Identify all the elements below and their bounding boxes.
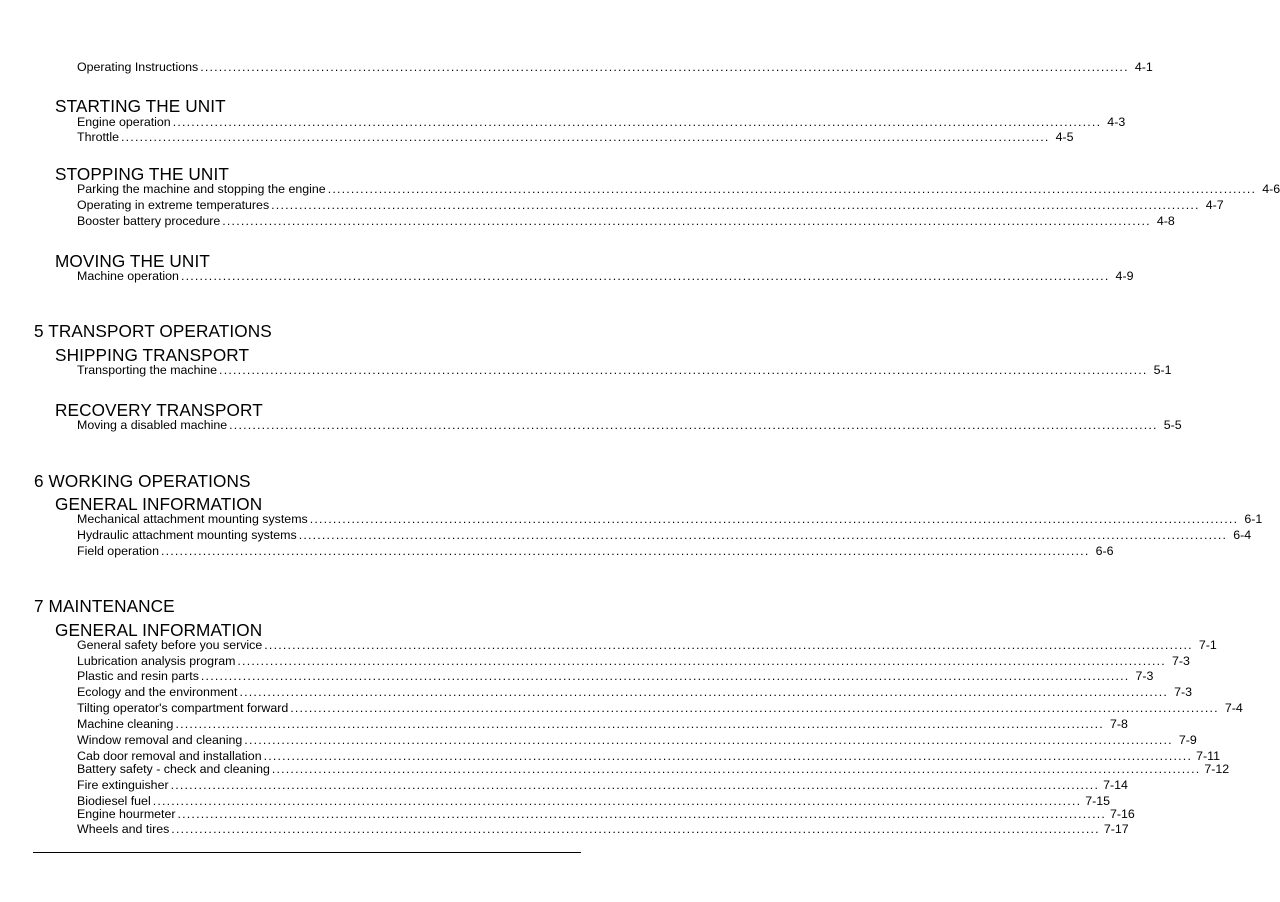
toc-entry-title: Parking the machine and stopping the engine: [77, 182, 326, 196]
leader-dots: ........................................................................................................................................................................................................: [309, 512, 1239, 526]
toc-entry-title: Moving a disabled machine: [77, 418, 228, 432]
leader-dots: ........................................................................................................................................................................................................: [229, 418, 1158, 432]
chapter-heading: 6 WORKING OPERATIONS: [34, 471, 251, 491]
toc-entry[interactable]: [77, 794, 1111, 808]
toc-entry-title: Plastic and resin parts: [77, 669, 199, 683]
leader-dots: ........................................................................................................................................................................................................: [244, 733, 1173, 747]
toc-entry[interactable]: [77, 638, 1217, 652]
leader-dots: ........................................................................................................................................................................................................: [180, 269, 1110, 283]
leader-dots: ........................................................................................................................................................................................................: [327, 182, 1257, 196]
toc-entry-title: Engine hourmeter: [77, 807, 176, 821]
toc-entry-title: Machine operation: [77, 269, 179, 283]
toc-entry[interactable]: [77, 269, 1134, 283]
leader-dots: ........................................................................................................................................................................................................: [160, 544, 1090, 558]
toc-entry-title: Hydraulic attachment mounting systems: [77, 528, 297, 542]
leader-dots: ........................................................................................................................................................................................................: [263, 749, 1193, 763]
chapter-heading: 5 TRANSPORT OPERATIONS: [34, 321, 272, 341]
leader-dots: ........................................................................................................................................................................................................: [152, 794, 1082, 808]
footer-rule: [33, 852, 581, 853]
toc-entry-title: Transporting the machine: [77, 363, 218, 377]
leader-dots: ........................................................................................................................................................................................................: [177, 807, 1107, 821]
toc-entry-page: 4-5: [1055, 130, 1074, 144]
leader-dots: ........................................................................................................................................................................................................: [271, 762, 1201, 776]
toc-entry-page: 4-3: [1107, 115, 1126, 129]
toc-entry-page: 7-4: [1224, 701, 1243, 715]
toc-entry-title: Window removal and cleaning: [77, 733, 243, 747]
toc-entry[interactable]: [77, 685, 1193, 699]
section-heading: RECOVERY TRANSPORT: [55, 400, 263, 420]
leader-dots: ........................................................................................................................................................................................................: [200, 669, 1130, 683]
toc-entry-page: 6-6: [1095, 544, 1114, 558]
toc-entry-title: Engine operation: [77, 115, 171, 129]
toc-entry-page: 4-1: [1134, 60, 1153, 74]
section-heading: STARTING THE UNIT: [55, 96, 226, 116]
toc-entry-title: General safety before you service: [77, 638, 263, 652]
toc-entry[interactable]: [77, 733, 1197, 747]
section-heading: GENERAL INFORMATION: [55, 494, 263, 514]
leader-dots: ........................................................................................................................................................................................................: [239, 685, 1169, 699]
toc-entry-page: 7-8: [1110, 717, 1128, 731]
section-heading: MOVING THE UNIT: [55, 251, 210, 271]
toc-entry[interactable]: [77, 115, 1126, 129]
toc-entry-page: 5-1: [1153, 363, 1172, 377]
toc-entry-page: 4-8: [1156, 214, 1175, 228]
toc-entry-title: Operating in extreme temperatures: [77, 198, 270, 212]
toc-entry[interactable]: [77, 60, 1153, 74]
toc-entry[interactable]: [77, 762, 1230, 776]
toc-entry-title: Lubrication analysis program: [77, 654, 236, 668]
toc-entry-title: Fire extinguisher: [77, 778, 169, 792]
toc-entry-title: Cab door removal and installation: [77, 749, 262, 763]
toc-entry-title: Biodiesel fuel: [77, 794, 151, 808]
toc-entry-title: Field operation: [77, 544, 159, 558]
toc-entry[interactable]: [77, 701, 1243, 715]
toc-entry-page: 6-1: [1244, 512, 1263, 526]
toc-entry-page: 7-12: [1204, 762, 1230, 776]
toc-entry[interactable]: [77, 363, 1172, 377]
toc-entry[interactable]: [77, 778, 1128, 792]
toc-entry-title: Wheels and tires: [77, 822, 170, 836]
leader-dots: ........................................................................................................................................................................................................: [171, 822, 1100, 836]
toc-entry-page: 4-6: [1262, 182, 1280, 196]
section-heading: GENERAL INFORMATION: [55, 620, 263, 640]
toc-entry-title: Battery safety - check and cleaning: [77, 762, 270, 776]
toc-entry-page: 7-11: [1196, 749, 1220, 763]
toc-entry[interactable]: [77, 198, 1224, 212]
toc-entry[interactable]: [77, 749, 1220, 763]
toc-entry-page: 7-17: [1103, 822, 1129, 836]
toc-entry-title: Machine cleaning: [77, 717, 174, 731]
toc-entry[interactable]: [77, 717, 1128, 731]
leader-dots: ........................................................................................................................................................................................................: [175, 717, 1104, 731]
toc-entry[interactable]: [77, 214, 1175, 228]
leader-dots: ........................................................................................................................................................................................................: [121, 130, 1050, 144]
toc-entry[interactable]: [77, 807, 1135, 821]
toc-entry-title: Ecology and the environment: [77, 685, 238, 699]
leader-dots: ........................................................................................................................................................................................................: [172, 115, 1102, 129]
leader-dots: ........................................................................................................................................................................................................: [298, 528, 1228, 542]
leader-dots: ........................................................................................................................................................................................................: [271, 198, 1200, 212]
toc-entry[interactable]: [77, 418, 1182, 432]
toc-entry-page: 5-5: [1163, 418, 1182, 432]
toc-entry-page: 7-16: [1110, 807, 1135, 821]
toc-entry-title: Booster battery procedure: [77, 214, 221, 228]
toc-entry[interactable]: [77, 130, 1074, 144]
toc-entry-page: 7-1: [1198, 638, 1217, 652]
toc-entry-title: Mechanical attachment mounting systems: [77, 512, 308, 526]
leader-dots: ........................................................................................................................................................................................................: [290, 701, 1219, 715]
leader-dots: ........................................................................................................................................................................................................: [219, 363, 1148, 377]
leader-dots: ........................................................................................................................................................................................................: [237, 654, 1166, 668]
section-heading: STOPPING THE UNIT: [55, 164, 229, 184]
leader-dots: ........................................................................................................................................................................................................: [200, 60, 1129, 74]
toc-entry-page: 4-7: [1205, 198, 1224, 212]
chapter-heading: 7 MAINTENANCE: [34, 596, 175, 616]
toc-entry[interactable]: [77, 528, 1252, 542]
toc-entry[interactable]: [77, 512, 1263, 526]
toc-entry[interactable]: [77, 654, 1190, 668]
toc-entry-title: Tilting operator's compartment forward: [77, 701, 289, 715]
leader-dots: ........................................................................................................................................................................................................: [264, 638, 1193, 652]
toc-entry-title: Operating Instructions: [77, 60, 199, 74]
toc-entry-page: 6-4: [1233, 528, 1252, 542]
toc-entry[interactable]: [77, 182, 1280, 196]
toc-entry-page: 7-14: [1103, 778, 1128, 792]
toc-entry-page: 7-15: [1085, 794, 1111, 808]
leader-dots: ........................................................................................................................................................................................................: [170, 778, 1100, 792]
section-heading: SHIPPING TRANSPORT: [55, 345, 250, 365]
toc-entry-page: 7-3: [1135, 669, 1154, 683]
toc-entry-page: 7-3: [1172, 654, 1190, 668]
toc-entry[interactable]: [77, 544, 1114, 558]
leader-dots: ........................................................................................................................................................................................................: [222, 214, 1151, 228]
toc-entry[interactable]: [77, 669, 1154, 683]
toc-entry-page: 7-3: [1174, 685, 1193, 699]
toc-entry[interactable]: [77, 822, 1129, 836]
toc-entry-page: 4-9: [1115, 269, 1134, 283]
toc-entry-page: 7-9: [1178, 733, 1197, 747]
toc-entry-title: Throttle: [77, 130, 120, 144]
